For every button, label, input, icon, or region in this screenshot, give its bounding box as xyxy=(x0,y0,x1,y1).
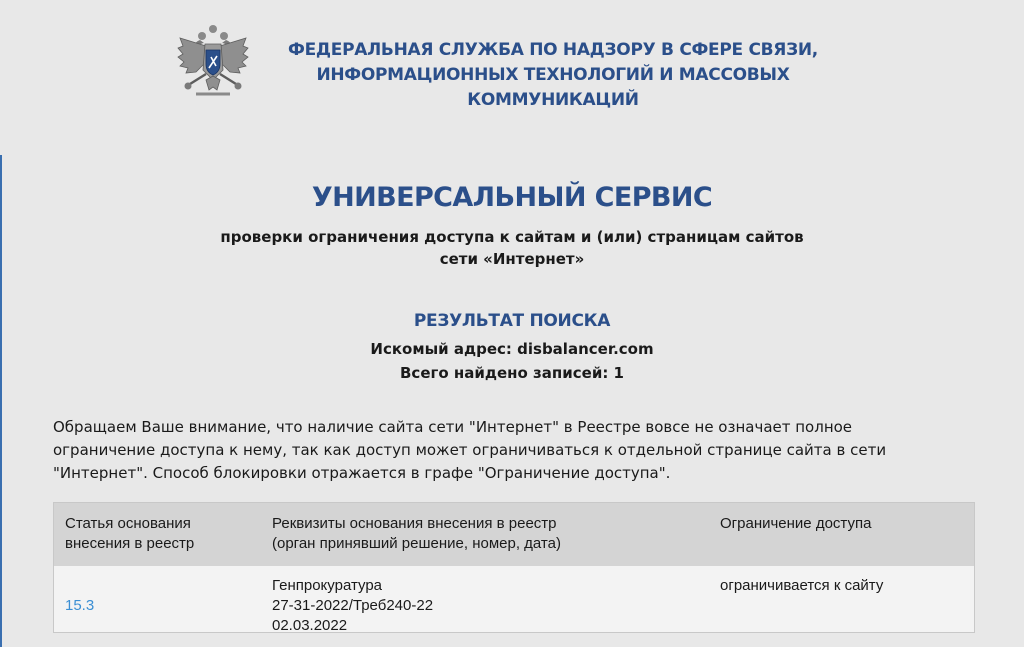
registry-results-table xyxy=(53,502,975,633)
row-article-cell xyxy=(65,576,255,616)
agency-name-line-2: ИНФОРМАЦИОННЫХ ТЕХНОЛОГИЙ И МАССОВЫХ КОММУНИКАЦИЙ xyxy=(316,65,790,110)
column-header-details: Реквизиты основания внесения в реестр (орган принявший решение, номер, дата) xyxy=(272,515,561,552)
article-link[interactable]: 15.3 xyxy=(65,597,95,614)
notice-line-3: "Интернет". Способ блокировки отражается в графе "Ограничение доступа". xyxy=(53,464,671,482)
service-subtitle xyxy=(200,226,824,270)
search-result-title: РЕЗУЛЬТАТ ПОИСКА xyxy=(413,311,611,331)
notice-line-2: ограничение доступа к нему, так как доступ может ограничиваться к отдельной странице сайта в сети xyxy=(53,441,887,459)
row-restriction-cell: ограничивается к сайту xyxy=(720,577,884,594)
notice-paragraph xyxy=(53,416,933,485)
searched-address: Искомый адрес: disbalancer.com xyxy=(370,340,654,358)
site-header xyxy=(176,24,856,110)
double-headed-eagle-emblem-icon xyxy=(176,24,250,100)
left-edge-accent xyxy=(0,155,2,647)
column-header-restriction: Ограничение доступа xyxy=(720,515,872,532)
column-header-article: Статья основания внесения в реестр xyxy=(65,515,195,552)
service-subtitle-line-1: проверки ограничения доступа к сайтам и (или) страницам сайтов xyxy=(220,228,804,246)
table-header-row xyxy=(54,503,974,566)
agency-name-line-1: ФЕДЕРАЛЬНАЯ СЛУЖБА ПО НАДЗОРУ В СФЕРЕ СВЯЗИ, xyxy=(288,40,818,60)
row-details-cell: Генпрокуратура 27-31-2022/Треб240-22 02.03.2022 xyxy=(272,577,434,634)
service-subtitle-line-2: сети «Интернет» xyxy=(439,250,585,268)
notice-line-1: Обращаем Ваше внимание, что наличие сайта сети "Интернет" в Реестре вовсе не означает полное xyxy=(53,418,853,436)
agency-name xyxy=(258,38,848,113)
service-title: УНИВЕРСАЛЬНЫЙ СЕРВИС xyxy=(311,182,713,213)
records-found-count: Всего найдено записей: 1 xyxy=(400,364,624,382)
